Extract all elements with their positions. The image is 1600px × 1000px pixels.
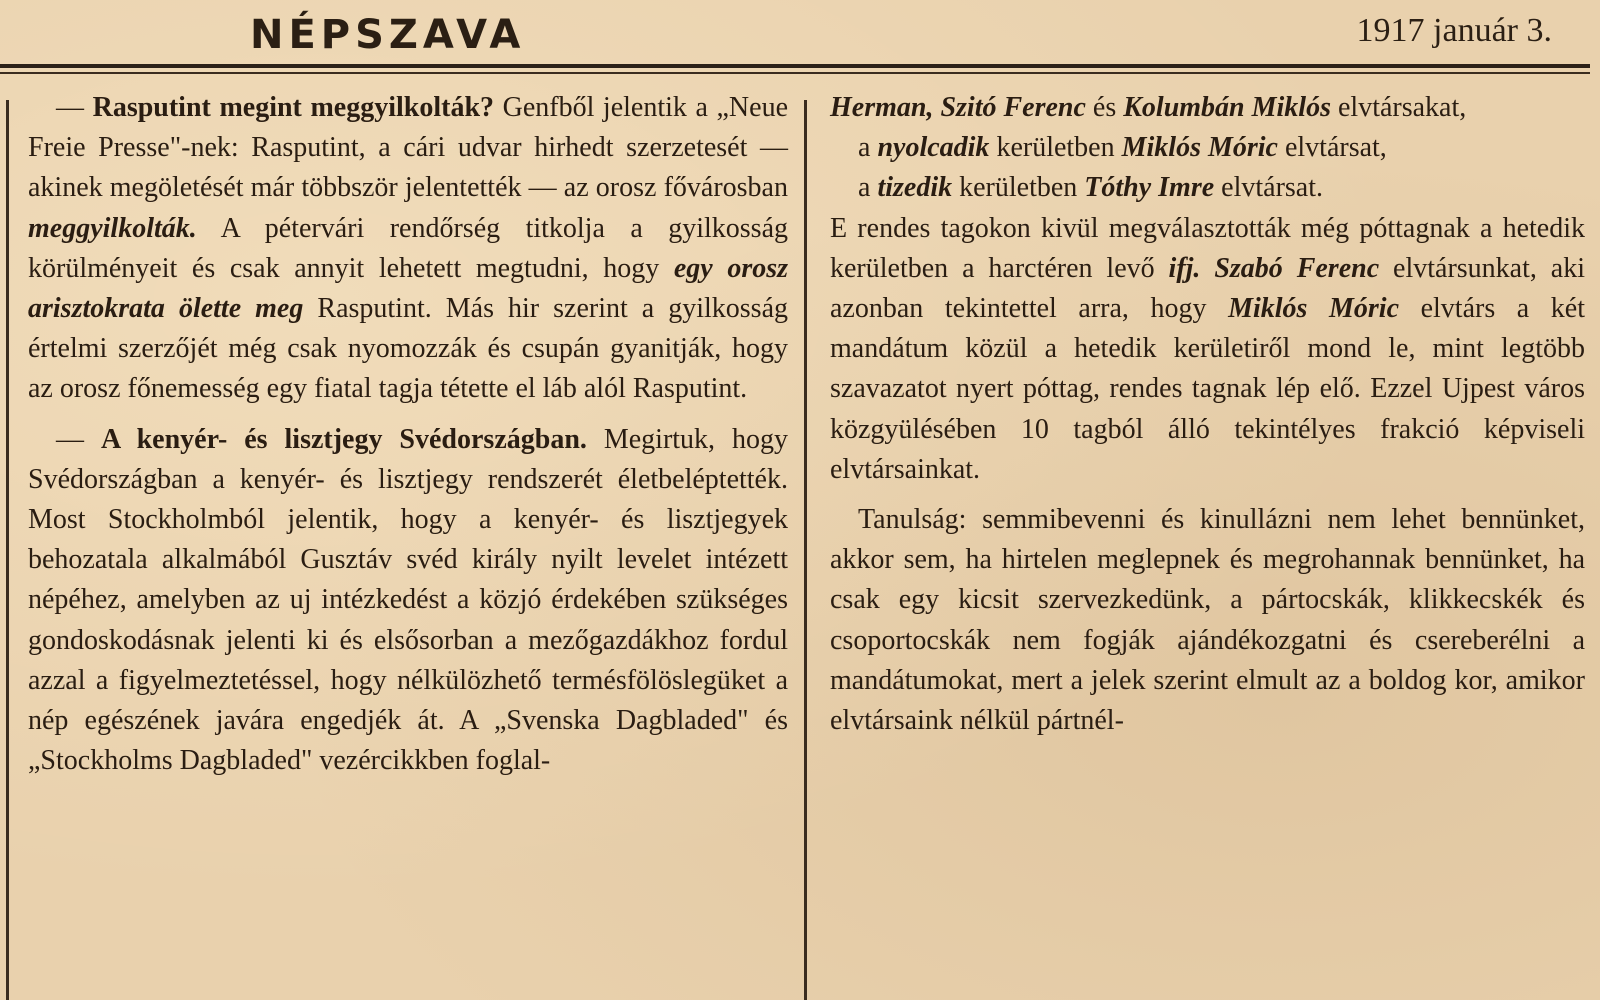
- emphasis: Tóthy Imre: [1084, 172, 1215, 204]
- emphasis: Miklós Móric: [1228, 293, 1399, 325]
- left-column-border: [6, 100, 9, 1000]
- emphasis: Miklós Móric: [1121, 132, 1278, 164]
- paragraph-lesson: Tanulság: semmibevenni és kinullázni nem lehet bennünket, akkor sem, ha hirtelen meglepnek és megrohannak bennünket, ha csak egy kicsit szervezkedünk, a pártocskák, klikkecskék és csoportocskák nem fogják ajándékozgatni és csereberélni a mandátumokat, mert a jelek szerint elmult az a boldog kor, amikor elvtársaink nélkül pártnél-: [830, 504, 1585, 737]
- article-rasputin: — Rasputint megint meggyilkolták? Genfből jelentik a „Neue Freie Presse"-nek: Rasputint, a cári udvar hirhedt szerzetesét — akinek megöletését már többször jelentették — az orosz fővárosban meggyilkolták. A pétervári rendőrség titkolja a gyilkosság körülményeit és csak annyit lehetett megtudni, hogy egy orosz arisztokrata ölette meg Rasputint. Más hir szerint a gyilkosság értelmi szerzőjét még csak nyomozzák és csupán gyanitják, hogy az orosz főnemesség egy fiatal tagja tétette el láb alól Rasputint.: [28, 92, 789, 405]
- paragraph: a tizedik kerületben Tóthy Imre elvtársat.: [858, 172, 1324, 204]
- article-bread-ration: — A kenyér- és lisztjegy Svédországban. Megirtuk, hogy Svédországban a kenyér- és lisztjegy rendszerét életbeléptették. Most Stockholmból jelentik, hogy a kenyér- és lisztjegyek behozatala alkalmából Gusztáv svéd király nyilt levelet intézett népéhez, amelyben az uj intézkedést a közjó érdekében szükséges gondoskodásnak jelenti ki és elsősorban a mezőgazdákhoz fordul azzal a figyelmeztetéssel, hogy nélkülözhető termésfölöslegüket a nép egészének javára engedjék át. A „Svenska Dagbladed" és „Stockholms Dagbladed" vezércikkben foglal-: [28, 423, 788, 777]
- left-column: [28, 88, 788, 781]
- column-divider: [804, 100, 807, 1000]
- masthead: [0, 0, 1600, 64]
- article-headline: A kenyér- és lisztjegy Svédországban.: [100, 423, 587, 455]
- emphasis: nyolcadik: [877, 132, 990, 164]
- paragraph: Herman, Szitó Ferenc és Kolumbán Miklós elvtársakat,: [830, 92, 1467, 123]
- emphasis: Kolumbán Miklós: [1123, 92, 1331, 123]
- emphasis: Herman, Szitó Ferenc: [830, 92, 1086, 123]
- emphasis: ifj. Szabó Ferenc: [1168, 252, 1380, 284]
- emphasis: egy orosz arisztokrata ölette meg: [28, 252, 789, 325]
- newspaper-title: NÉPSZAVA: [250, 12, 526, 58]
- article-headline: Rasputint megint meggyilkolták?: [92, 92, 495, 123]
- issue-date: 1917 január 3.: [1356, 12, 1552, 49]
- emphasis: tizedik: [877, 172, 953, 204]
- right-column: [830, 88, 1585, 741]
- paragraph: E rendes tagokon kivül megválasztották még póttagnak a hetedik kerületben a harctéren levő ifj. Szabó Ferenc elvtársunkat, aki azonban tekintettel arra, hogy Miklós Móric elvtárs a két mandátum közül a hetedik kerületiről mond le, mint legtöbb szavazatot nyert póttag, rendes tagnak lép elő. Ezzel Ujpest város közgyülésében 10 tagból álló tekintélyes frakció képviseli elvtársainkat.: [830, 212, 1585, 485]
- masthead-rule-thick: [0, 64, 1590, 68]
- masthead-rule-thin: [0, 72, 1590, 74]
- paragraph: a nyolcadik kerületben Miklós Móric elvtársat,: [858, 132, 1387, 164]
- emphasis: meggyilkolták.: [28, 212, 197, 244]
